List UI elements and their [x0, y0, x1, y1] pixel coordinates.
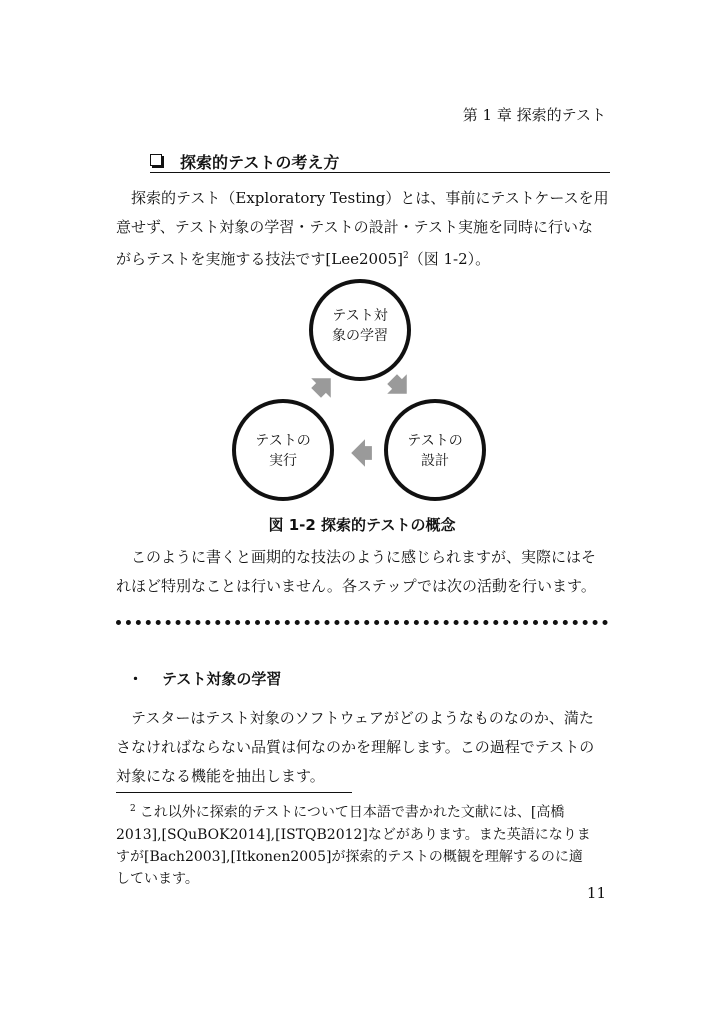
bullet-heading-label: テスト対象の学習 — [162, 670, 282, 688]
footnote-line: しています。 — [116, 870, 199, 887]
node-learn-label: テスト対 — [332, 308, 388, 324]
node-design-label: 設計 — [421, 453, 449, 469]
dotted-separator — [116, 620, 608, 625]
footnote — [116, 798, 608, 890]
section-title: 探索的テストの考え方 — [180, 153, 340, 172]
footnote-separator — [116, 792, 352, 793]
checkbox-bullet-icon — [150, 154, 162, 166]
paragraph-line: 対象になる機能を抽出します。 — [116, 767, 325, 785]
page-number: 11 — [586, 884, 606, 902]
chapter-header: 第 1 章 探索的テスト — [462, 106, 606, 124]
section-underline — [150, 172, 610, 173]
paragraph-line: 探索的テスト（Exploratory Testing）とは、事前にテストケースを用 — [131, 189, 609, 207]
footnote-line: 2013],[SQuBOK2014],[ISTQB2012]などがあります。また英語になりま — [116, 826, 591, 843]
paragraph-line: このように書くと画期的な技法のように感じられますが、実際にはそ — [131, 548, 597, 566]
paragraph-line: さなければならない品質は何なのかを理解します。この過程でテストの — [116, 738, 595, 756]
node-learn-label: 象の学習 — [332, 328, 388, 344]
footnote-number: 2 — [130, 804, 136, 814]
arrow-learn-to-design — [382, 369, 416, 403]
paragraph-line — [116, 242, 608, 274]
exploratory-testing-cycle-diagram — [225, 278, 495, 508]
footnote-line: すが[Bach2003],[Itkonen2005]が探索的テストの概観を理解するのに適 — [116, 848, 583, 865]
node-design-label: テストの — [407, 433, 463, 449]
paragraph-line: 意せず、テスト対象の学習・テストの設計・テスト実施を同時に行いな — [116, 218, 594, 236]
node-exec-label: 実行 — [269, 453, 297, 469]
node-design-circle — [386, 401, 484, 499]
footnote-text: これ以外に探索的テストについて日本語で書かれた文献には、[高橋 — [139, 804, 565, 821]
footnote-reference[interactable]: 2 — [403, 251, 409, 261]
paragraph-line: れほど特別なことは行いません。各ステップでは次の活動を行います。 — [116, 577, 596, 595]
footnote-line — [116, 798, 608, 824]
explanation-paragraph — [116, 543, 608, 601]
paragraph-text: （図 1-2）。 — [408, 250, 491, 268]
intro-paragraph — [116, 184, 608, 274]
learning-paragraph — [116, 704, 608, 791]
paragraph-line: テスターはテスト対象のソフトウェアがどのようなものなのか、満た — [131, 709, 594, 727]
arrow-design-to-exec — [351, 439, 372, 467]
node-exec-circle — [234, 401, 332, 499]
bullet-marker: ・ — [128, 670, 144, 688]
paragraph-text: がらテストを実施する技法です[Lee2005] — [116, 250, 403, 268]
figure-caption: 図 1-2 探索的テストの概念 — [268, 516, 456, 534]
node-exec-label: テストの — [255, 433, 311, 449]
